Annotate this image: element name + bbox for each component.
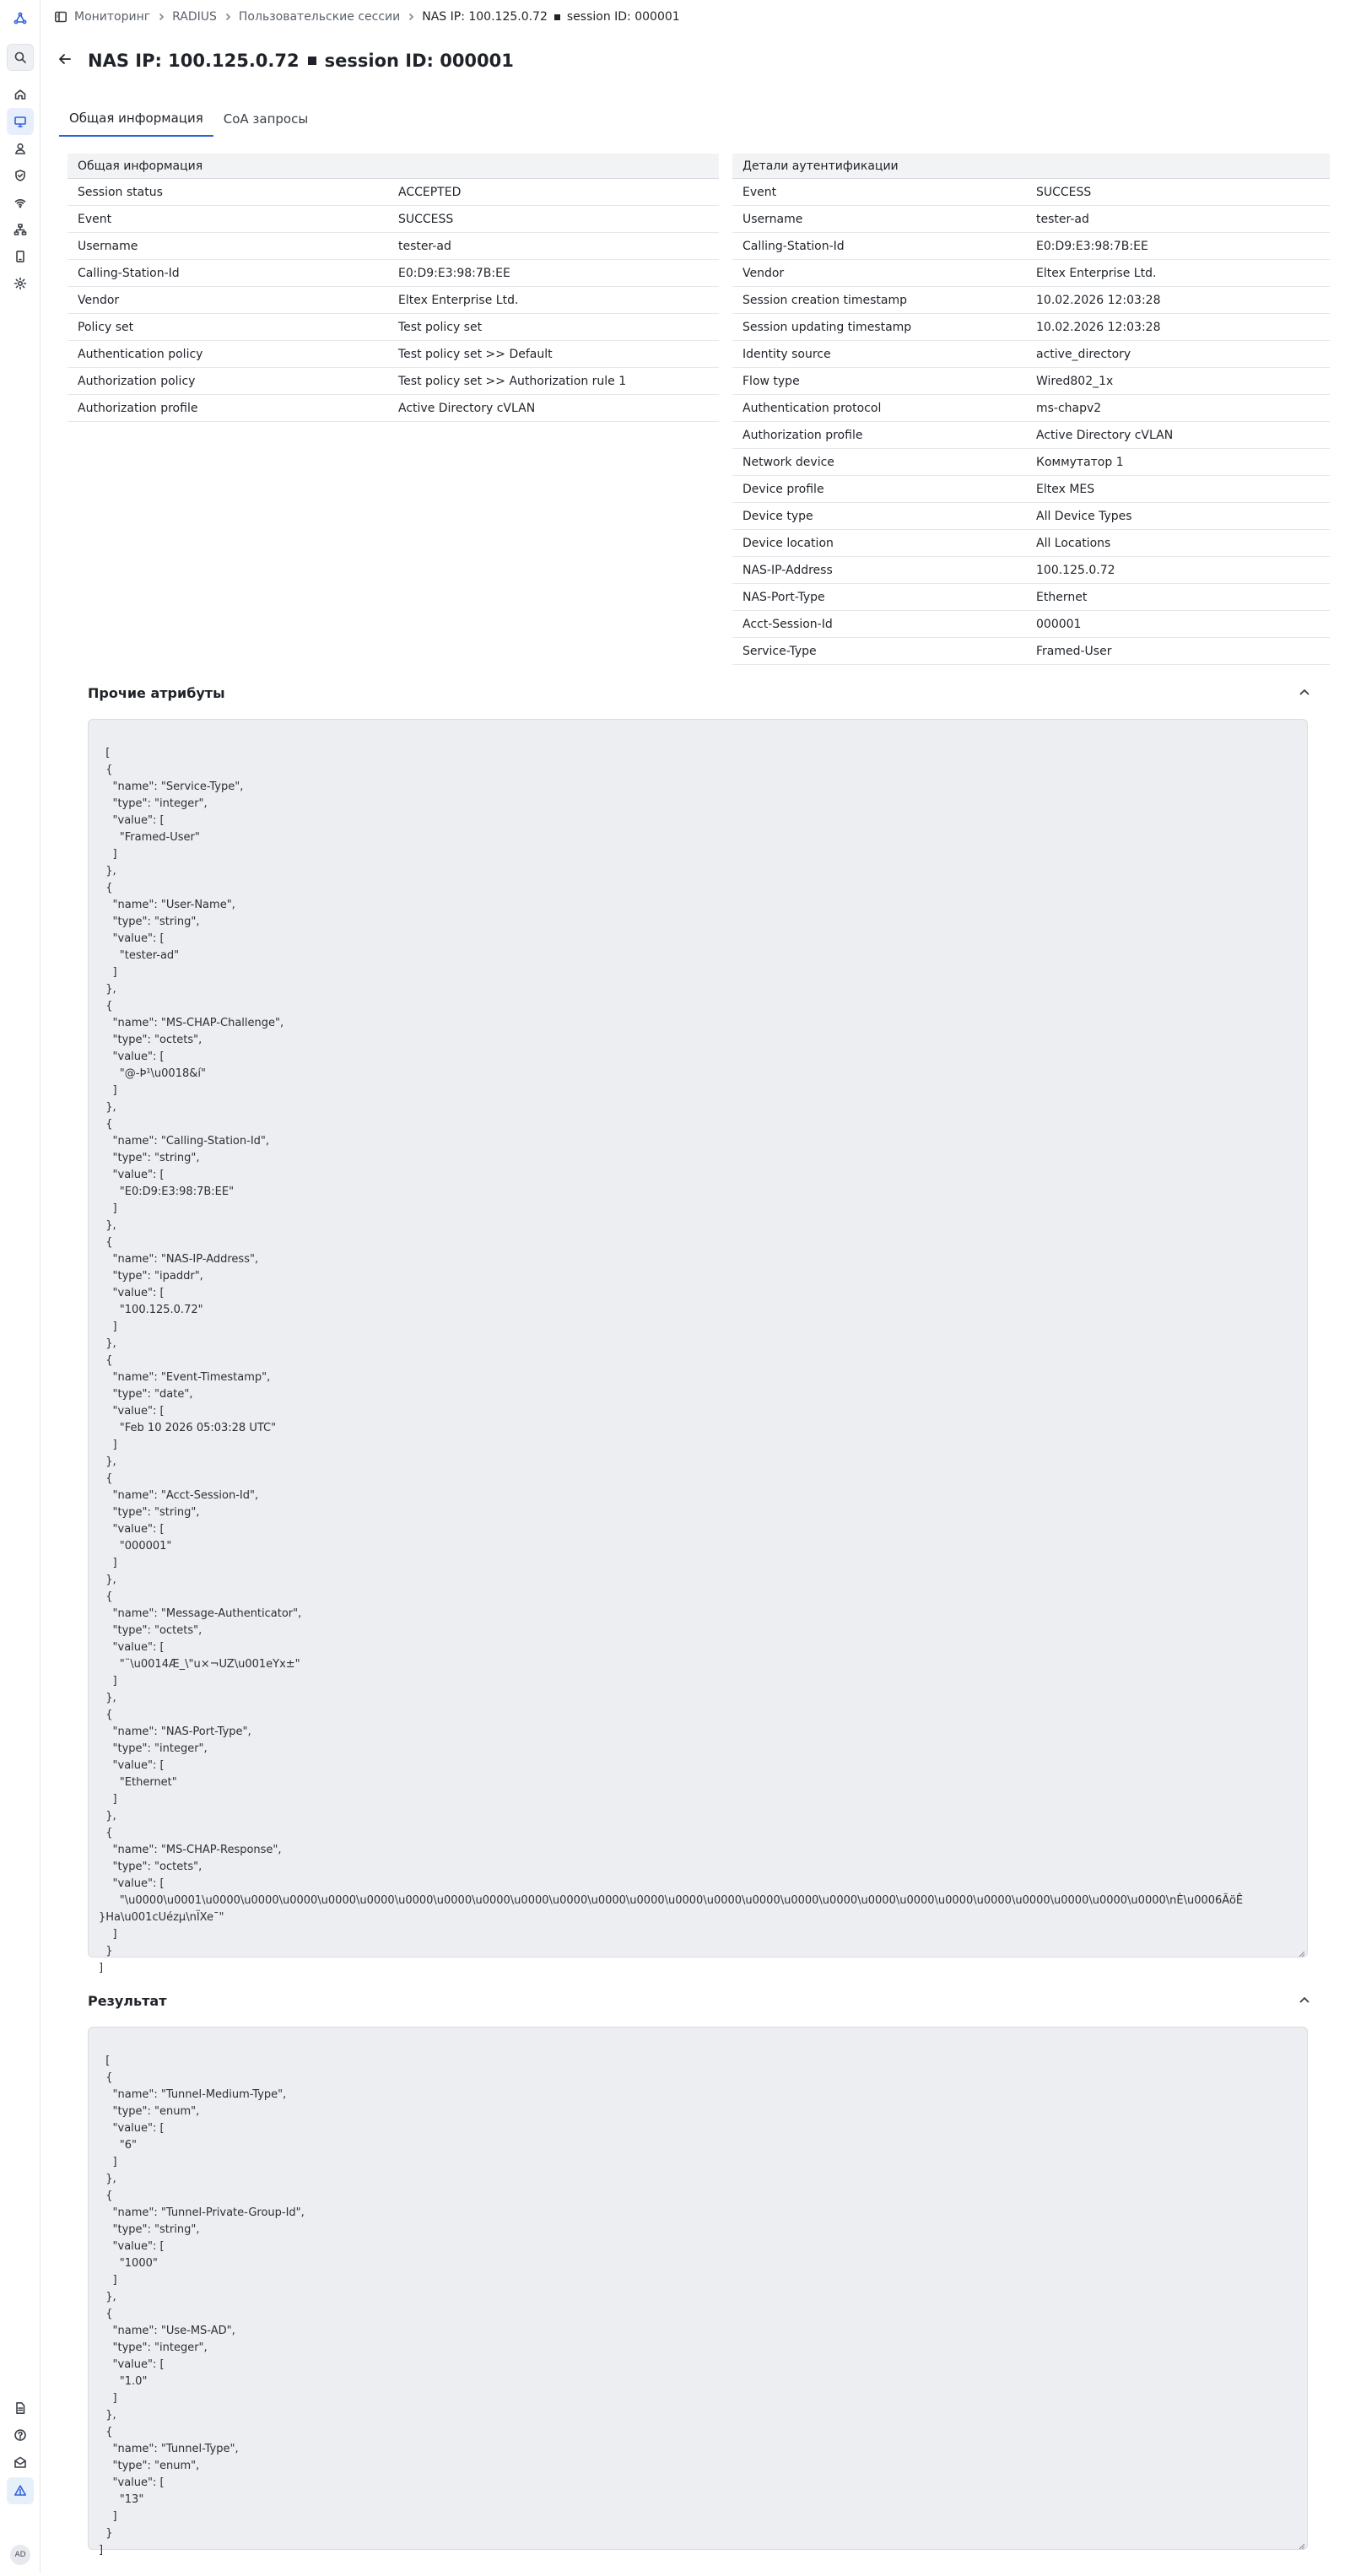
kv-row: [732, 341, 1330, 368]
kv-key: Username: [742, 212, 803, 226]
avatar-initials: AD: [14, 2551, 26, 2559]
kv-value: tester-ad: [398, 239, 451, 253]
chevron-right-icon: [224, 13, 232, 21]
kv-value: 10.02.2026 12:03:28: [1036, 293, 1161, 307]
kv-row: [732, 314, 1330, 341]
kv-key: Calling-Station-Id: [78, 266, 180, 280]
kv-row: [732, 260, 1330, 287]
kv-value: Wired802_1x: [1036, 374, 1114, 388]
kv-value: Test policy set >> Default: [398, 347, 553, 361]
kv-row: [68, 341, 719, 368]
chevron-up-icon[interactable]: [1298, 685, 1311, 699]
kv-value: 000001: [1036, 617, 1082, 631]
kv-row: [732, 557, 1330, 584]
kv-row: [732, 206, 1330, 233]
kv-row: [68, 287, 719, 314]
page-header: [57, 47, 514, 74]
chevron-right-icon: [407, 13, 415, 21]
kv-key: Authorization policy: [78, 374, 196, 388]
other-attributes-json: [ { "name": "Service-Type", "type": "integer", "value": [ "Framed-User" ] }, { "name": "User-Name", "type": "string", "value": [ "tester-ad" ] }, { "name": "MS-CHAP-Challenge", "type": "octets", "value": [ "@-Þ¹\u0018&í" ] }, { "name": "Calling-Station-Id", "type": "string", "value": [ "E0:D9:E3:98:7B:EE" ] }, { "name": "NAS-IP-Address", "type": "ipaddr", "value": [ "100.125.0.72" ] }, { "name": "Event-Timestamp", "type": "date", "value": [ "Feb 10 2026 05:03:28 UTC" ] }, { "name": "Acct-Session-Id", "type": "string", "value": [ "000001" ] }, { "name": "Message-Authenticator", "type": "octets", "value": [ "¨\u0014Æ_\"u×¬UZ\u001eYx±" ] }, { "name": "NAS-Port-Type", "type": "integer", "value": [ "Ethernet" ] }, { "name": "MS-CHAP-Response", "type": "octets", "value": [ "\u0000\u0001\u0000\u0000\u0000\u0000\u0000\u0000\u0000\u0000\u0000\u0000\u0000\u0000\u0000\u0000\u0000\u0000\u0000\u0000\u0000\u0000\u0000\u0000\u0000\u0000\u0000\nÈ\u0006ÃöÊ }Ha\u001cUézµ\nÏXe¯" ] } ]: [99, 747, 1244, 1974]
result-title: Результат: [88, 1993, 167, 2009]
kv-value: tester-ad: [1036, 212, 1089, 226]
kv-row: [732, 422, 1330, 449]
kv-row: [732, 368, 1330, 395]
kv-row: [68, 233, 719, 260]
page-title-nas-ip: NAS IP: 100.125.0.72: [88, 51, 300, 71]
kv-key: Calling-Station-Id: [742, 239, 845, 253]
kv-row: [732, 476, 1330, 503]
gear-icon[interactable]: [7, 270, 34, 297]
monitor-icon[interactable]: [7, 108, 34, 135]
resize-handle-icon[interactable]: [1297, 2539, 1305, 2547]
tab-coa-requests[interactable]: CoA запросы: [223, 111, 309, 127]
kv-key: Service-Type: [742, 644, 817, 658]
kv-key: Vendor: [742, 266, 785, 280]
home-icon[interactable]: [7, 81, 34, 108]
kv-key: Device type: [742, 509, 813, 523]
network-logo-icon[interactable]: [7, 5, 34, 32]
kv-value: Active Directory cVLAN: [398, 401, 536, 415]
kv-value: Eltex Enterprise Ltd.: [398, 293, 519, 307]
kv-value: Test policy set: [398, 320, 483, 334]
kv-key: Authorization profile: [78, 401, 198, 415]
kv-key: Identity source: [742, 347, 831, 361]
sidebar-toggle-icon[interactable]: [54, 10, 68, 24]
kv-value: Test policy set >> Authorization rule 1: [398, 374, 627, 388]
user-icon[interactable]: [7, 135, 34, 162]
kv-key: Session status: [78, 185, 163, 199]
kv-key: Event: [78, 212, 112, 226]
result-code[interactable]: [88, 2027, 1308, 2557]
tab-general-info[interactable]: Общая информация: [59, 101, 213, 137]
other-attributes-title: Прочие атрибуты: [88, 685, 225, 701]
back-arrow-icon[interactable]: [57, 51, 73, 70]
kv-key: Session creation timestamp: [742, 293, 907, 307]
tab-bar: [59, 101, 318, 137]
kv-row: [732, 503, 1330, 530]
kv-value: SUCCESS: [1036, 185, 1092, 199]
kv-key: Device profile: [742, 482, 824, 496]
kv-value: ms-chapv2: [1036, 401, 1102, 415]
auth-details-panel: [732, 154, 1330, 665]
kv-value: All Locations: [1036, 536, 1111, 550]
kv-key: Device location: [742, 536, 834, 550]
kv-value: Eltex Enterprise Ltd.: [1036, 266, 1157, 280]
kv-key: Authentication protocol: [742, 401, 882, 415]
kv-key: Username: [78, 239, 138, 253]
breadcrumb-item-monitoring[interactable]: Мониторинг: [74, 10, 151, 24]
kv-row: [732, 287, 1330, 314]
topology-icon[interactable]: [7, 216, 34, 243]
kv-value: All Device Types: [1036, 509, 1132, 523]
kv-value: 10.02.2026 12:03:28: [1036, 320, 1161, 334]
breadcrumb-item-radius[interactable]: RADIUS: [172, 10, 217, 24]
kv-value: E0:D9:E3:98:7B:EE: [1036, 239, 1148, 253]
kv-value: E0:D9:E3:98:7B:EE: [398, 266, 510, 280]
page-title: [88, 51, 514, 71]
separator-square-icon: [554, 14, 560, 20]
document-icon[interactable]: [7, 2395, 34, 2422]
kv-value: SUCCESS: [398, 212, 454, 226]
kv-value: Active Directory cVLAN: [1036, 428, 1174, 442]
kv-value: ACCEPTED: [398, 185, 462, 199]
device-icon[interactable]: [7, 243, 34, 270]
kv-key: Policy set: [78, 320, 134, 334]
kv-row: [68, 206, 719, 233]
page-title-session-id: session ID: 000001: [324, 51, 514, 71]
kv-row: [732, 611, 1330, 638]
auth-details-title: Детали аутентификации: [732, 154, 1330, 179]
mail-icon[interactable]: [7, 2449, 34, 2476]
kv-row: [732, 638, 1330, 665]
kv-value: Ethernet: [1036, 590, 1088, 604]
kv-value: active_directory: [1036, 347, 1131, 361]
kv-key: Event: [742, 185, 777, 199]
breadcrumb: [54, 7, 680, 27]
kv-row: [732, 233, 1330, 260]
chevron-up-icon[interactable]: [1298, 1993, 1311, 2006]
kv-row: [68, 260, 719, 287]
kv-key: Session updating timestamp: [742, 320, 912, 334]
kv-row: [68, 314, 719, 341]
kv-value: Eltex MES: [1036, 482, 1095, 496]
general-info-title: Общая информация: [68, 154, 719, 179]
kv-row: [68, 395, 719, 422]
kv-value: Коммутатор 1: [1036, 455, 1124, 469]
resize-handle-icon[interactable]: [1297, 1947, 1305, 1955]
kv-value: 100.125.0.72: [1036, 563, 1115, 577]
kv-row: [732, 584, 1330, 611]
chevron-right-icon: [157, 13, 165, 21]
wireless-icon[interactable]: [7, 189, 34, 216]
kv-row: [732, 449, 1330, 476]
kv-row: [68, 179, 719, 206]
kv-key: NAS-IP-Address: [742, 563, 833, 577]
search-icon[interactable]: [7, 44, 34, 71]
shield-icon[interactable]: [7, 162, 34, 189]
alert-icon[interactable]: [7, 2477, 34, 2504]
kv-row: [732, 395, 1330, 422]
kv-key: Network device: [742, 455, 834, 469]
breadcrumb-item-user-sessions[interactable]: Пользовательские сессии: [238, 10, 401, 24]
separator-square-icon: [308, 57, 316, 65]
kv-value: Framed-User: [1036, 644, 1112, 658]
breadcrumb-item-session-id: session ID: 000001: [566, 10, 680, 24]
sidebar: [0, 0, 40, 2573]
result-json: [ { "name": "Tunnel-Medium-Type", "type": "enum", "value": [ "6" ] }, { "name": "Tunnel-Private-Group-Id", "type": "string", "value": [ "1000" ] }, { "name": "Use-MS-AD", "type": "integer", "value": [ "1.0" ] }, { "name": "Tunnel-Type", "type": "enum", "value": [ "13" ] } ]: [99, 2055, 305, 2557]
help-icon[interactable]: [7, 2422, 34, 2449]
other-attributes-code[interactable]: [88, 719, 1308, 1974]
kv-key: Authorization profile: [742, 428, 863, 442]
breadcrumb-item-nas-ip: NAS IP: 100.125.0.72: [422, 10, 548, 24]
kv-key: Authentication policy: [78, 347, 203, 361]
kv-row: [732, 530, 1330, 557]
kv-key: NAS-Port-Type: [742, 590, 825, 604]
kv-row: [732, 179, 1330, 206]
avatar[interactable]: [10, 2545, 30, 2565]
kv-key: Vendor: [78, 293, 120, 307]
kv-row: [68, 368, 719, 395]
kv-key: Acct-Session-Id: [742, 617, 833, 631]
general-info-panel: [68, 154, 719, 422]
kv-key: Flow type: [742, 374, 800, 388]
